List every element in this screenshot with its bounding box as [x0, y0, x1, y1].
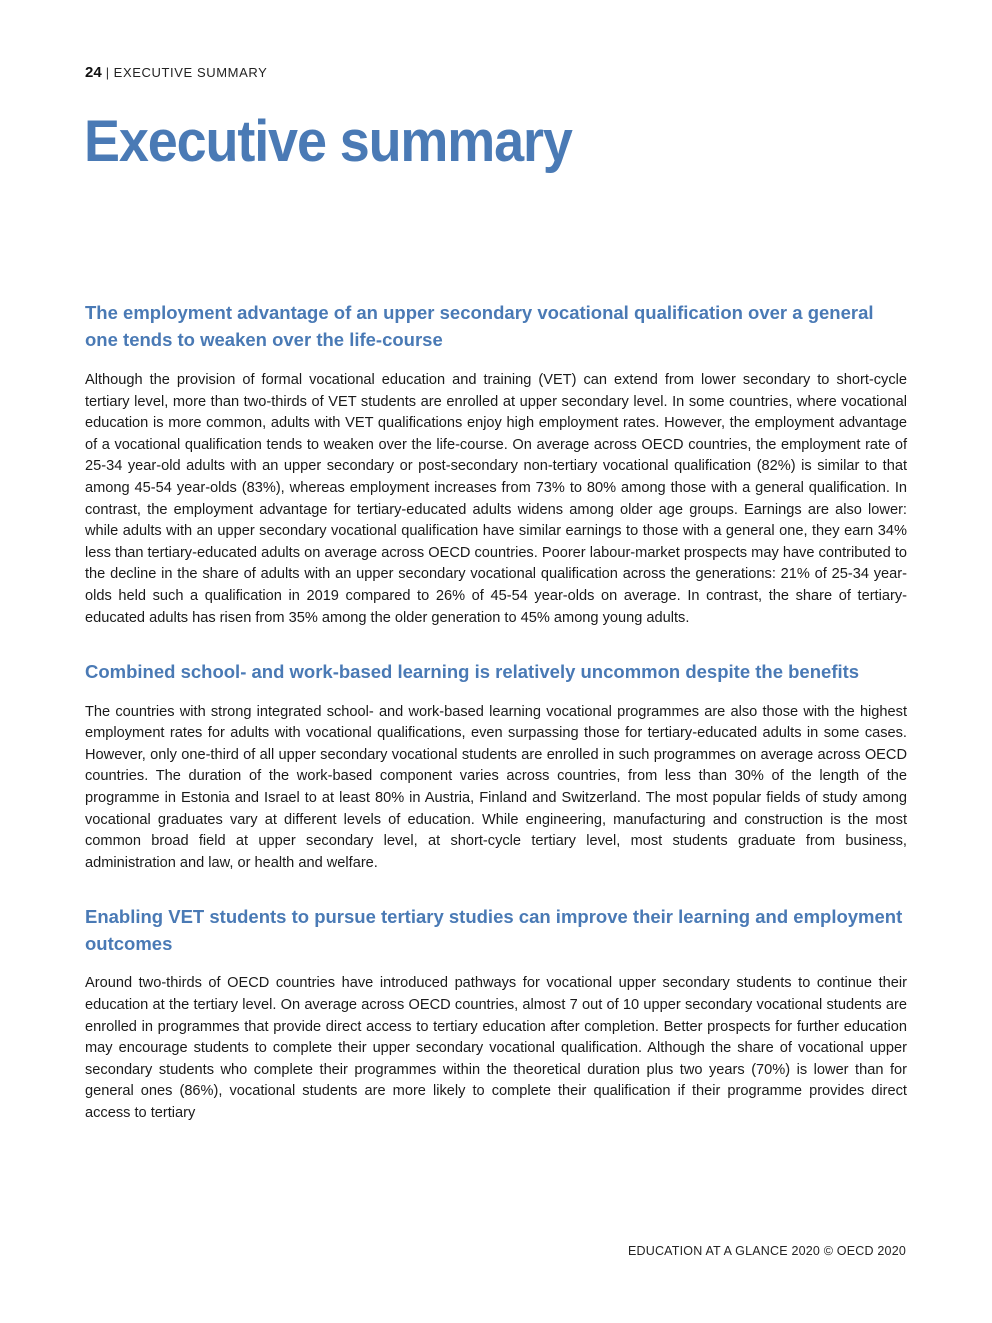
running-title: EXECUTIVE SUMMARY — [113, 65, 268, 80]
section-body: Although the provision of formal vocational education and training (VET) can extend from lower secondary to short-cycle tertiary level, more than two-thirds of VET students are enrolled at upper secondary level. In some countries, where vocational education is more common, adults with VET qualifications enjoy high employment rates. However, the employment advantage of a vocational qualification tends to weaken over the life-course. On average across OECD countries, the employment rate of 25-34 year-old adults with an upper secondary or post-secondary non-tertiary vocational qualification (82%) is similar to that among 45-54 year-olds (83%), whereas employment increases from 73% to 80% among those with a general qualification. In contrast, the employment advantage for tertiary-educated adults widens among older age groups. Earnings are also lower: while adults with an upper secondary vocational qualification have similar earnings to those with a general one, they earn 34% less than tertiary-educated adults on average across OECD countries. Poorer labour-market prospects may have contributed to the decline in the share of adults with an upper secondary vocational qualification across the generations: 21% of 25-34 year-olds held such a qualification in 2019 compared to 26% of 45-54 year-olds on average. In contrast, the share of tertiary-educated adults has risen from 35% among the older generation to 45% among young adults. — [85, 372, 907, 626]
section-heading: Combined school- and work-based learning is relatively uncommon despite the benefits — [85, 661, 860, 683]
running-footer: EDUCATION AT A GLANCE 2020 © OECD 2020 — [627, 1244, 906, 1258]
section-body: Around two-thirds of OECD countries have introduced pathways for vocational upper secondary students to continue their education at the tertiary level. On average across OECD countries, almost 7 out of 10 upper secondary vocational students are enrolled in programmes that provide direct access to tertiary education after completion. Better prospects for further education may encourage students to complete their upper secondary vocational qualification. Although the share of vocational upper secondary students who complete their programmes within the theoretical duration plus two years (70%) is lower than for general ones (86%), vocational students are more likely to complete their qualification if their programme provides direct access to tertiary — [85, 975, 907, 1121]
section-heading: Enabling VET students to pursue tertiary studies can improve their learning and employment outcomes — [85, 906, 903, 954]
running-header — [85, 64, 267, 81]
section-heading: The employment advantage of an upper secondary vocational qualification over a general one tends to weaken over the life-course — [85, 302, 874, 350]
section-tertiary-pathways — [85, 904, 907, 1124]
main-content — [85, 300, 907, 1125]
section-school-work-learning — [85, 659, 907, 874]
section-body: The countries with strong integrated school- and work-based learning vocational programmes are also those with the highest employment rates for adults with vocational qualifications, even surpassing those for tertiary-educated adults in some cases. However, only one-third of all upper secondary vocational students are enrolled in such programmes on average across OECD countries. The duration of the work-based component varies across countries, from less than 30% of the length of the programme in Estonia and Israel to at least 80% in Austria, Finland and Switzerland. The most popular fields of study among vocational graduates vary at different levels of education. While engineering, manufacturing and construction is the most common broad field at upper secondary level, at short-cycle tertiary level, most students graduate from business, administration and law, or health and welfare. — [85, 703, 907, 871]
page-number: 24 — [85, 64, 102, 81]
page-title: Executive summary — [84, 109, 572, 174]
section-employment-advantage — [85, 300, 907, 629]
header-separator: | — [105, 65, 110, 80]
